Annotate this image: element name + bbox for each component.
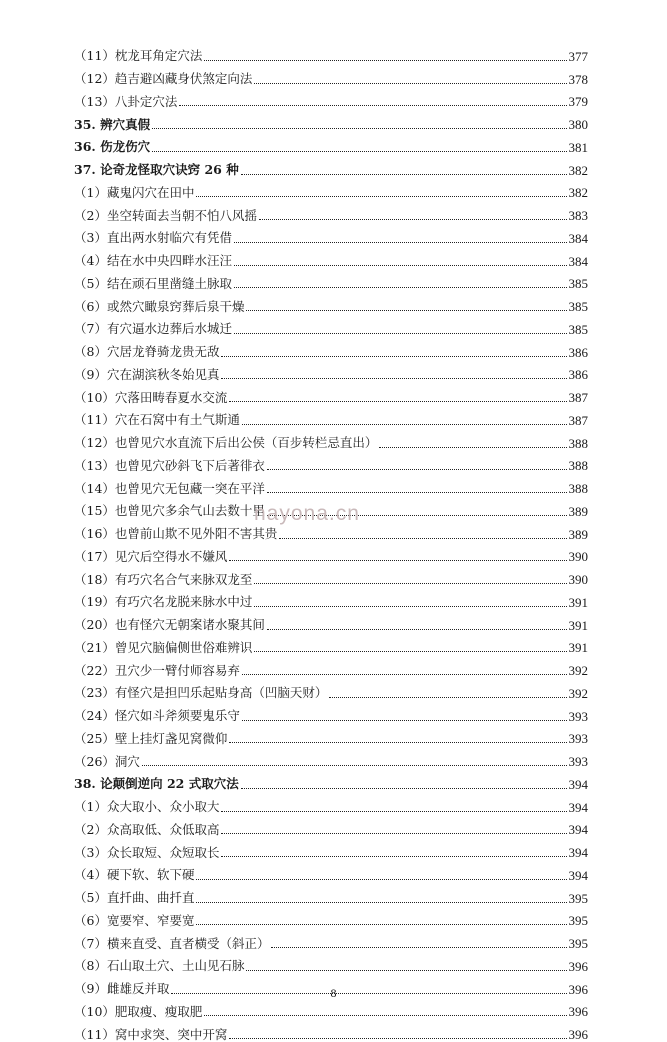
toc-entry-title: （26）洞穴 bbox=[74, 753, 140, 769]
toc-entry-title: 37. 论奇龙怪取穴诀窍 26 种 bbox=[74, 162, 239, 177]
dot-leader bbox=[267, 469, 567, 470]
toc-entry-page: 392 bbox=[568, 663, 588, 678]
toc-entry[interactable] bbox=[74, 245, 588, 268]
toc-entry-title: （9）穴在湖滨秋冬始见真 bbox=[74, 366, 220, 382]
toc-entry-title: 38. 论颠倒逆向 22 式取穴法 bbox=[74, 776, 239, 792]
toc-entry-page: 391 bbox=[568, 640, 588, 656]
dot-leader bbox=[234, 287, 567, 288]
toc-entry-title: （8）石山取土穴、土山见石脉 bbox=[74, 958, 245, 974]
dot-leader bbox=[254, 606, 566, 607]
toc-entry-page: 385 bbox=[568, 321, 588, 337]
toc-entry-title: （4）硬下软、软下硬 bbox=[74, 867, 195, 883]
toc-entry-title: （1）藏鬼闪穴在田中 bbox=[74, 184, 195, 200]
toc-entry-title: （7）横来直受、直者横受（斜正） bbox=[74, 935, 270, 951]
toc-entry-page: 388 bbox=[568, 458, 588, 474]
toc-entry-page: 393 bbox=[568, 754, 588, 769]
toc-entry[interactable] bbox=[74, 290, 588, 313]
toc-entry[interactable] bbox=[74, 814, 588, 837]
dot-leader bbox=[254, 583, 566, 584]
toc-entry-title: 36. 伤龙伤穴 bbox=[74, 139, 151, 155]
toc-entry-title: （19）有巧穴名龙脱来脉水中过 bbox=[74, 594, 253, 610]
dot-leader bbox=[254, 651, 566, 652]
dot-leader bbox=[246, 970, 566, 971]
watermark: nayona.cn bbox=[254, 502, 360, 525]
dot-leader bbox=[241, 788, 567, 789]
toc-entry[interactable] bbox=[74, 836, 588, 859]
dot-leader bbox=[229, 560, 566, 561]
toc-entry[interactable] bbox=[74, 108, 588, 131]
toc-entry-title: （20）也有怪穴无朝案诸水聚其间 bbox=[74, 617, 265, 632]
toc-entry-page: 390 bbox=[568, 572, 588, 587]
toc-entry[interactable] bbox=[74, 268, 588, 291]
toc-entry-title: （5）直扦曲、曲扦直 bbox=[74, 890, 195, 905]
toc-entry-title: （12）趋吉避凶藏身伏煞定向法 bbox=[74, 71, 253, 86]
toc-entry-page: 385 bbox=[568, 276, 588, 292]
toc-entry-title: （18）有巧穴名合气来脉双龙至 bbox=[74, 571, 253, 587]
toc-entry[interactable] bbox=[74, 586, 588, 609]
dot-leader bbox=[234, 333, 567, 334]
toc-entry-page: 392 bbox=[568, 685, 588, 701]
dot-leader bbox=[152, 151, 566, 152]
toc-entry[interactable] bbox=[74, 700, 588, 723]
toc-entry[interactable] bbox=[74, 177, 588, 200]
toc-entry-title: （10）穴落田畴春夏水交流 bbox=[74, 389, 228, 405]
toc-entry[interactable] bbox=[74, 563, 588, 586]
toc-entry[interactable] bbox=[74, 131, 588, 154]
toc-entry[interactable] bbox=[74, 950, 588, 973]
toc-entry-page: 382 bbox=[568, 162, 588, 178]
toc-entry[interactable] bbox=[74, 632, 588, 655]
dot-leader bbox=[229, 742, 566, 743]
toc-entry-page: 379 bbox=[568, 94, 588, 110]
toc-entry[interactable] bbox=[74, 791, 588, 814]
dot-leader bbox=[221, 378, 566, 379]
toc-entry-page: 386 bbox=[568, 344, 588, 360]
toc-entry-title: （21）曾见穴脑偏侧世俗难辨识 bbox=[74, 639, 253, 655]
toc-entry-page: 393 bbox=[568, 708, 588, 724]
toc-entry-title: （25）壁上挂灯盏见窝微仰 bbox=[74, 730, 228, 746]
toc-entry[interactable] bbox=[74, 199, 588, 222]
toc-entry-title: （2）众高取低、众低取高 bbox=[74, 821, 220, 837]
toc-entry-title: （2）坐空转面去当朝不怕八风摇 bbox=[74, 207, 257, 223]
toc-entry-title: （5）结在顽石里凿缝土脉取 bbox=[74, 275, 232, 291]
toc-entry-page: 390 bbox=[568, 549, 588, 565]
toc-entry-page: 391 bbox=[568, 594, 588, 610]
page-number: 8 bbox=[330, 986, 337, 1000]
dot-leader bbox=[234, 242, 567, 243]
toc-entry-title: （8）穴居龙脊骑龙贵无敌 bbox=[74, 344, 220, 359]
toc-entry-title: （15）也曾见穴多余气山去数十里 bbox=[74, 503, 265, 519]
toc-entry-page: 386 bbox=[568, 367, 588, 383]
toc-entry-title: （3）众长取短、众短取长 bbox=[74, 844, 220, 860]
dot-leader bbox=[234, 265, 567, 266]
toc-entry-page: 395 bbox=[568, 913, 588, 929]
dot-leader bbox=[229, 401, 566, 402]
toc-entry-title: （6）宽要窄、窄要宽 bbox=[74, 912, 195, 928]
toc-entry[interactable] bbox=[74, 336, 588, 359]
toc-entry-page: 394 bbox=[568, 867, 588, 883]
toc-entry-title: （11）枕龙耳角定穴法 bbox=[74, 48, 203, 64]
dot-leader bbox=[246, 310, 566, 311]
toc-entry[interactable] bbox=[74, 654, 588, 677]
toc-entry-page: 384 bbox=[568, 253, 588, 269]
toc-entry[interactable] bbox=[74, 677, 588, 700]
toc-entry-page: 395 bbox=[568, 936, 588, 951]
dot-leader bbox=[279, 538, 566, 539]
dot-leader bbox=[196, 879, 566, 880]
toc-entry-title: （11）穴在石窝中有土气斯通 bbox=[74, 412, 240, 428]
toc-entry-title: （4）结在水中央四畔水汪汪 bbox=[74, 253, 232, 268]
toc-entry-title: （10）肥取瘦、瘦取肥 bbox=[74, 1003, 203, 1019]
toc-entry-page: 387 bbox=[568, 412, 588, 428]
toc-entry-page: 393 bbox=[568, 731, 588, 747]
toc-entry-title: （3）直出两水射临穴有凭借 bbox=[74, 230, 232, 246]
toc-entry-page: 396 bbox=[568, 981, 588, 997]
toc-entry-page: 394 bbox=[568, 799, 588, 815]
dot-leader bbox=[221, 356, 566, 357]
toc-entry-page: 391 bbox=[568, 617, 588, 633]
dot-leader bbox=[196, 924, 566, 925]
toc-entry[interactable] bbox=[74, 859, 588, 882]
toc-entry-title: （12）也曾见穴水直流下后出公侯（百步转栏忌直出） bbox=[74, 435, 378, 450]
toc-entry[interactable] bbox=[74, 450, 588, 473]
toc-entry-page: 383 bbox=[568, 208, 588, 223]
toc-entry[interactable] bbox=[74, 86, 588, 109]
toc-entry-title: （17）见穴后空得水不嫌风 bbox=[74, 548, 228, 564]
toc-entry-page: 395 bbox=[568, 890, 588, 906]
toc-entry-page: 378 bbox=[568, 71, 588, 87]
toc-entry[interactable] bbox=[74, 404, 588, 427]
dot-leader bbox=[271, 947, 566, 948]
toc-entry-page: 396 bbox=[568, 1027, 588, 1042]
toc-entry-title: （7）有穴逼水边葬后水城迁 bbox=[74, 321, 232, 337]
toc-entry-page: 389 bbox=[568, 503, 588, 519]
toc-entry[interactable] bbox=[74, 63, 588, 86]
toc-entry-page: 396 bbox=[568, 1004, 588, 1020]
toc-entry-page: 394 bbox=[568, 776, 588, 792]
toc-entry-page: 394 bbox=[568, 822, 588, 838]
toc-entry[interactable] bbox=[74, 381, 588, 404]
toc-entry-page: 377 bbox=[568, 48, 588, 64]
toc-entry[interactable] bbox=[74, 359, 588, 382]
dot-leader bbox=[142, 765, 567, 766]
dot-leader bbox=[379, 447, 566, 448]
toc-entry-title: （16）也曾前山欺不见外阳不害其贵 bbox=[74, 526, 278, 541]
toc-entry[interactable] bbox=[74, 745, 588, 768]
toc-entry-title: （13）八卦定穴法 bbox=[74, 93, 178, 109]
toc-entry-page: 382 bbox=[568, 185, 588, 201]
dot-leader bbox=[204, 1015, 566, 1016]
toc-entry[interactable] bbox=[74, 609, 588, 632]
toc-entry-page: 388 bbox=[568, 435, 588, 451]
table-of-contents bbox=[74, 40, 588, 1041]
dot-leader bbox=[221, 856, 566, 857]
toc-entry-page: 381 bbox=[568, 139, 588, 155]
toc-entry[interactable] bbox=[74, 313, 588, 336]
toc-entry-title: 35. 辨穴真假 bbox=[74, 116, 151, 132]
toc-entry-page: 380 bbox=[568, 117, 588, 132]
toc-entry[interactable] bbox=[74, 927, 588, 950]
toc-entry-title: （22）丑穴少一臂付师容易弃 bbox=[74, 662, 240, 678]
toc-entry-page: 388 bbox=[568, 481, 588, 496]
toc-entry-page: 384 bbox=[568, 230, 588, 246]
toc-entry-page: 396 bbox=[568, 958, 588, 974]
dot-leader bbox=[242, 720, 567, 721]
toc-entry-page: 394 bbox=[568, 845, 588, 860]
toc-entry[interactable] bbox=[74, 222, 588, 245]
dot-leader bbox=[242, 674, 567, 675]
dot-leader bbox=[204, 60, 566, 61]
dot-leader bbox=[329, 697, 566, 698]
dot-leader bbox=[254, 83, 566, 84]
toc-entry-page: 389 bbox=[568, 526, 588, 542]
toc-entry[interactable] bbox=[74, 905, 588, 928]
toc-entry[interactable] bbox=[74, 40, 588, 63]
dot-leader bbox=[267, 492, 567, 493]
toc-entry[interactable] bbox=[74, 768, 588, 791]
toc-entry-title: （13）也曾见穴砂斜飞下后著徘衣 bbox=[74, 457, 265, 473]
toc-entry-title: （24）怪穴如斗斧须要鬼乐守 bbox=[74, 708, 240, 723]
toc-entry[interactable] bbox=[74, 723, 588, 746]
toc-entry-title: （23）有怪穴是担凹乐起贴身高（凹脑天财） bbox=[74, 685, 328, 701]
dot-leader bbox=[152, 128, 566, 129]
toc-entry[interactable] bbox=[74, 154, 588, 177]
dot-leader bbox=[221, 811, 566, 812]
toc-entry-page: 387 bbox=[568, 390, 588, 405]
dot-leader bbox=[229, 1038, 566, 1039]
dot-leader bbox=[196, 902, 566, 903]
toc-entry[interactable] bbox=[74, 882, 588, 905]
toc-entry-title: （9）雌雄反并取 bbox=[74, 981, 170, 996]
dot-leader bbox=[241, 174, 567, 175]
toc-entry[interactable] bbox=[74, 541, 588, 564]
toc-entry-page: 385 bbox=[568, 299, 588, 314]
toc-entry[interactable] bbox=[74, 472, 588, 495]
toc-entry-title: （1）众大取小、众小取大 bbox=[74, 799, 220, 814]
toc-entry-title: （14）也曾见穴无包藏一突在平洋 bbox=[74, 480, 265, 496]
dot-leader bbox=[196, 196, 566, 197]
dot-leader bbox=[221, 833, 566, 834]
dot-leader bbox=[242, 424, 567, 425]
toc-entry-title: （11）窝中求突、突中开窝 bbox=[74, 1026, 228, 1042]
dot-leader bbox=[179, 105, 566, 106]
dot-leader bbox=[267, 629, 567, 630]
toc-entry[interactable] bbox=[74, 427, 588, 450]
toc-entry-title: （6）或然穴瞰泉窍葬后泉干燥 bbox=[74, 298, 245, 314]
dot-leader bbox=[259, 219, 567, 220]
